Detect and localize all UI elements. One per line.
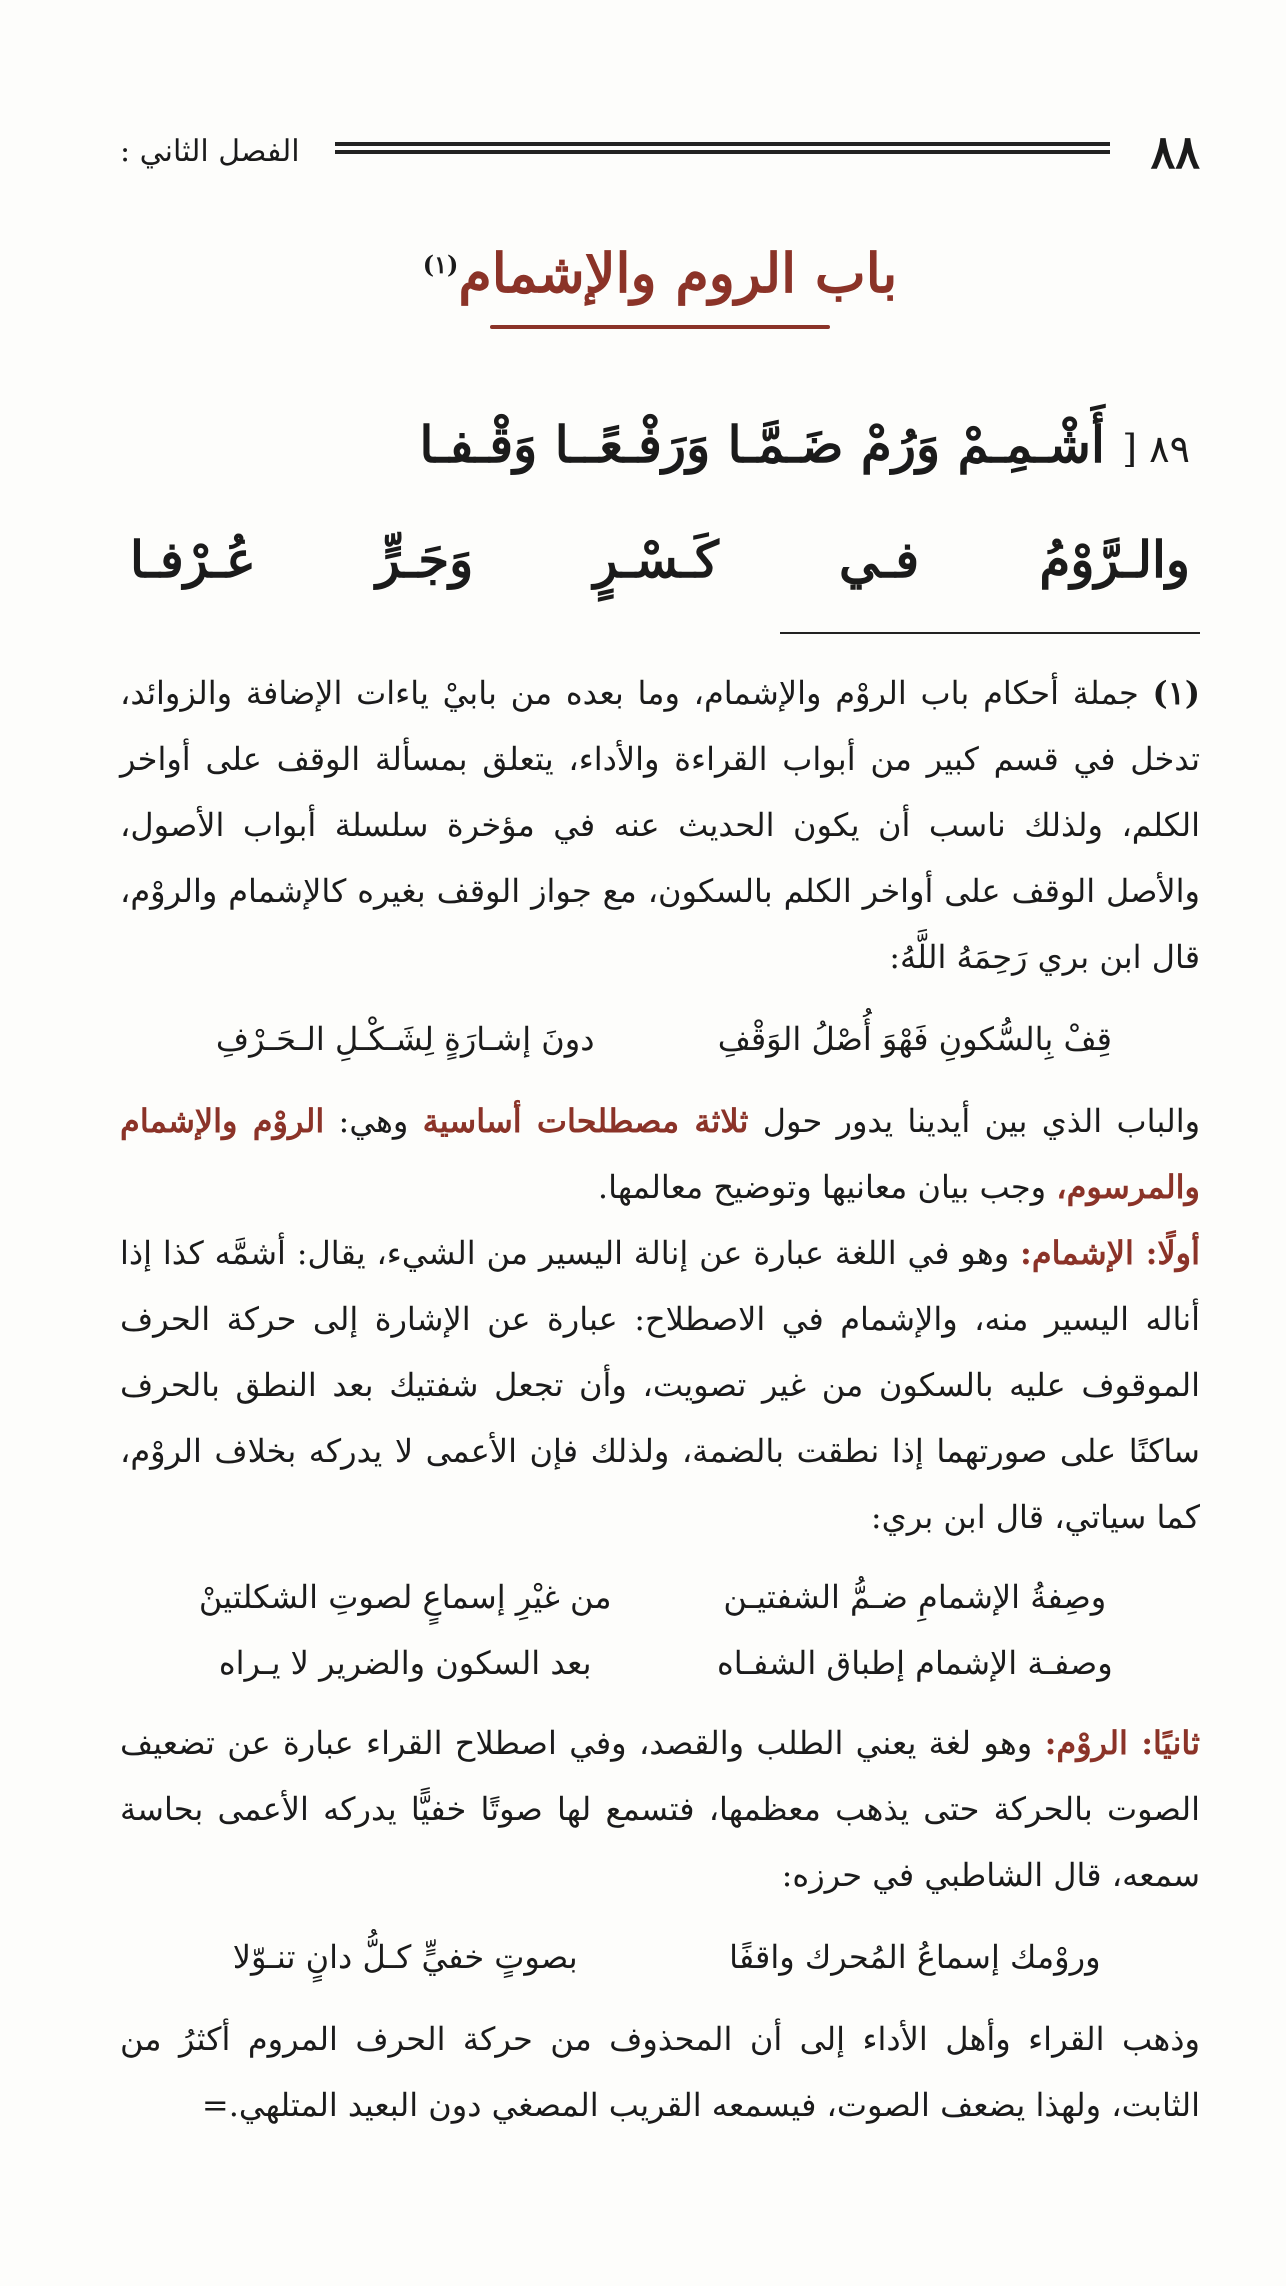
footnote-paragraph-1 [120, 660, 1200, 990]
verse-line-1-text: أَشْـمِـمْ وَرُمْ ضَـمَّـا وَرَفْـعًــا وَقْـفـا [419, 415, 1105, 474]
footnote-paragraph-3 [120, 1220, 1200, 1550]
poem-verse-3 [120, 1908, 1200, 2006]
poem-verse-2b [120, 1630, 1200, 1696]
section-title-block [120, 225, 1200, 329]
poem-hemistich-right: وروْمك إسماعُ المُحرك واقفًا [729, 1938, 1101, 1976]
poem-verse-1 [120, 990, 1200, 1088]
footnote-paragraph-2 [120, 1088, 1200, 1220]
poem-hemistich-right: وصِفةُ الإشمامِ ضـمُّ الشفتيـن [723, 1578, 1107, 1616]
p2-highlight-2: الروْم والإشمام والمرسوم، [120, 1102, 1200, 1206]
p2-text-c: وجب بيان معانيها وتوضيح معالمها. [597, 1168, 1047, 1206]
footnote-marker: (١) [1152, 674, 1201, 712]
footnote-paragraph-3-text: وهو في اللغة عبارة عن إنالة اليسير من الشيء، يقال: أشمَّه كذا إذا أناله اليسير منه، والإشمام في الاصطلاح: عبارة عن الإشارة إلى حركة الحرف الموقوف عليه بالسكون من غير تصويت، وأن تجعل شفتيك بعد النطق بالحرف ساكنًا على صورتهما إذا نطقت بالضمة، ولذلك فإن الأعمى لا يدركه بخلاف الروْم، كما سياتي، قال ابن بري: [120, 1234, 1201, 1536]
section-title [120, 225, 1200, 313]
title-underline [490, 325, 830, 329]
poem-hemistich-left: من غيْرِ إسماعٍ لصوتِ الشكلتينْ [198, 1578, 612, 1616]
footnote-separator [780, 632, 1200, 634]
poem-hemistich-left: دونَ إشـارَةٍ لِشَـكْـلِ الـحَـرْفِ [215, 1020, 595, 1058]
p2-highlight-1: ثلاثة مصطلحات أساسية [422, 1102, 749, 1140]
section-title-text: باب الروم والإشمام [458, 241, 898, 305]
verse-number: ٨٩ [ [1122, 427, 1190, 471]
page-number: ٨٨ [1150, 125, 1200, 179]
poem-hemistich-left: بعد السكون والضرير لا يـراه [218, 1644, 592, 1682]
poem-hemistich-left: بصوتٍ خفيٍّ كـلُّ دانٍ تنـوّلا [232, 1938, 578, 1976]
footnote-paragraph-1-text: جملة أحكام باب الروْم والإشمام، وما بعده من بابيْ ياءات الإضافة والزوائد، تدخل في قسم كبير من أبواب القراءة والأداء، يتعلق بمسألة الوقف على أواخر الكلم، ولذلك ناسب أن يكون الحديث عنه في مؤخرة سلسلة أبواب الأصول، والأصل الوقف على أواخر الكلم بالسكون، مع جواز الوقف بغيره كالإشمام والروْم، قال ابن بري رَحِمَهُ اللَّهُ: [120, 674, 1201, 976]
footnote-paragraph-4-text: وهو لغة يعني الطلب والقصد، وفي اصطلاح القراء عبارة عن تضعيف الصوت بالحركة حتى يذهب معظمها، فتسمع لها صوتًا خفيًّا يدركه الأعمى بحاسة سمعه، قال الشاطبي في حرزه: [120, 1724, 1200, 1894]
page-header [120, 122, 1200, 182]
footnote-paragraph-5: وذهب القراء وأهل الأداء إلى أن المحذوف من حركة الحرف المروم أكثرُ من الثابت، ولهذا يضعف الصوت، فيسمعه القريب المصغي دون البعيد المتلهي.= [120, 2020, 1200, 2124]
poem-hemistich-right: وصفـة الإشمام إطباق الشفـاه [716, 1644, 1113, 1682]
poem-verses-2 [120, 1550, 1200, 1710]
footnote-ref: (١) [422, 250, 459, 279]
chapter-label: الفصل الثاني : [120, 134, 300, 169]
ishmam-heading: أولًا: الإشمام: [1020, 1234, 1201, 1272]
p2-text-a: والباب الذي بين أيدينا يدور حول [762, 1102, 1201, 1140]
rawm-heading: ثانيًا: الروْم: [1044, 1724, 1201, 1762]
verse-line-2: والـرَّوْمُ فـي كَـسْـرٍ وَجَـرٍّ عُـرْفـا [130, 530, 1190, 589]
verse-line-1 [130, 405, 1210, 489]
p2-text-b: وهي: [338, 1102, 409, 1140]
book-page [120, 0, 1200, 2286]
footnote-paragraph-4 [120, 1710, 1200, 1908]
poem-verse-2a [120, 1564, 1200, 1630]
footnote-body [120, 660, 1200, 2138]
header-rule [335, 142, 1110, 154]
poem-hemistich-right: قِفْ بِالسُّكونِ فَهْوَ أُصْلُ الوَقْفِ [717, 1020, 1112, 1058]
